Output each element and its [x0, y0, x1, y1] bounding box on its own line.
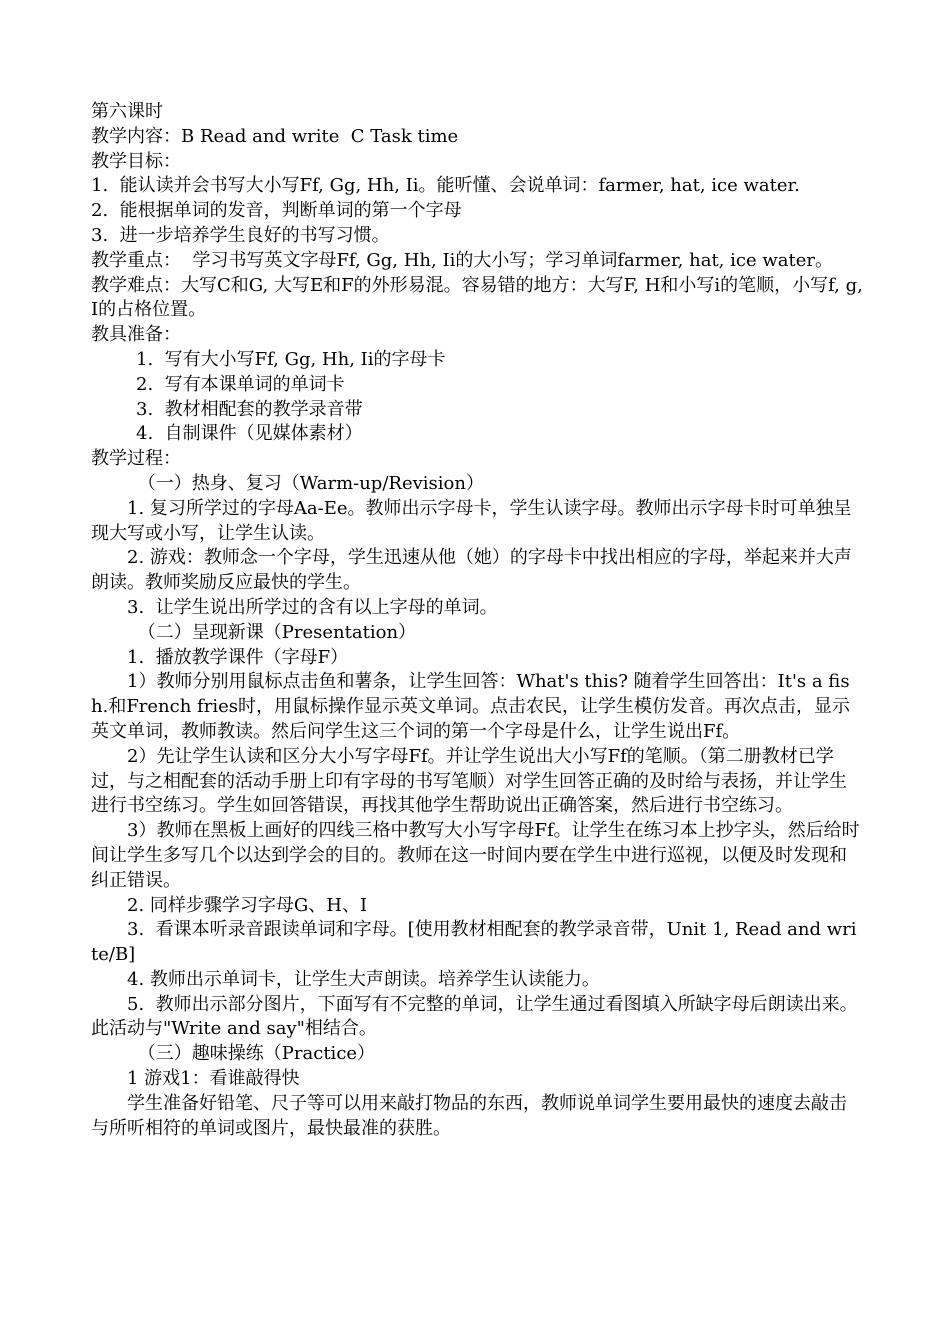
- presentation-paragraph: 3）教师在黑板上画好的四线三格中教写大小写字母Ff。让学生在练习本上抄字头，然后给时间让学生多写几个以达到学会的目的。教师在这一时间内要在学生中进行巡视，以便及时发现和纠正错误。: [91, 820, 860, 891]
- difficult-points: 教学难点：大写C和G, 大写E和F的外形易混。容易错的地方：大写F, H和小写i的笔顺，小写f, g, I的占格位置。: [91, 274, 869, 321]
- key-points: 教学重点： 学习书写英文字母Ff, Gg, Hh, Ii的大小写；学习单词farmer, hat, ice water。: [91, 249, 833, 271]
- presentation-item: 5. 教师出示部分图片，下面写有不完整的单词，让学生通过看图填入所缺字母后朗读出来。此活动与"Write and say"相结合。: [91, 993, 858, 1040]
- practice-heading: （三）趣味操练（Practice）: [137, 1043, 376, 1065]
- material-item: 3. 教材相配套的教学录音带: [136, 398, 363, 420]
- presentation-subheading: 1. 播放教学课件（字母F）: [127, 646, 349, 668]
- material-item: 1. 写有大小写Ff, Gg, Hh, Ii的字母卡: [136, 348, 446, 370]
- presentation-paragraph: 2）先让学生认读和区分大小写字母Ff。并让学生说出大小写Ff的笔顺。（第二册教材已学过，与之相配套的活动手册上印有字母的书写笔顺）对学生回答正确的及时给与表扬，并让学生进行书空练习。学生如回答错误，再找其他学生帮助说出正确答案，然后进行书空练习。: [91, 745, 847, 817]
- process-heading: 教学过程：: [91, 448, 181, 470]
- objective-item: 2. 能根据单词的发音，判断单词的第一个字母: [91, 200, 462, 222]
- material-item: 4. 自制课件（见媒体素材）: [136, 423, 363, 445]
- warmup-item: 1. 复习所学过的字母Aa-Ee。教师出示字母卡，学生认读字母。教师出示字母卡时可单独呈现大写或小写，让学生认读。: [91, 497, 852, 544]
- material-item: 2. 写有本课单词的单词卡: [136, 373, 345, 395]
- warmup-heading: （一）热身、复习（Warm-up/Revision）: [137, 472, 484, 494]
- warmup-item: 2. 游戏：教师念一个字母，学生迅速从他（她）的字母卡中找出相应的字母，举起来并大声朗读。教师奖励反应最快的学生。: [91, 547, 852, 594]
- practice-game-title: 1 游戏1：看谁敲得快: [127, 1068, 300, 1090]
- objective-item: 3. 进一步培养学生良好的书写习惯。: [91, 224, 390, 246]
- practice-game-text: 学生准备好铅笔、尺子等可以用来敲打物品的东西，教师说单词学生要用最快的速度去敲击与所听相符的单词或图片，最快最准的获胜。: [91, 1092, 847, 1139]
- presentation-item: 2. 同样步骤学习字母G、H、I: [127, 894, 368, 916]
- lesson-plan-document: [91, 100, 869, 1141]
- materials-heading: 教具准备：: [91, 324, 181, 346]
- presentation-paragraph: 1）教师分别用鼠标点击鱼和薯条，让学生回答：What's this? 随着学生回答出：It's a fish.和French fries时，用鼠标操作显示英文单词。点击农民，让学生模仿发音。再次点击，显示英文单词，教师教读。然后问学生这三个词的第一个字母是什么，让学生说出Ff。: [91, 671, 850, 742]
- teaching-content: 教学内容：B Read and write C Task time: [91, 125, 459, 147]
- presentation-item: 3. 看课本听录音跟读单词和字母。[使用教材相配套的教学录音带，Unit 1, Read and write/B]: [91, 919, 857, 966]
- lesson-title: 第六课时: [91, 101, 163, 122]
- presentation-item: 4. 教师出示单词卡，让学生大声朗读。培养学生认读能力。: [127, 968, 600, 990]
- objective-item: 1. 能认读并会书写大小写Ff, Gg, Hh, Ii。能听懂、会说单词：farmer, hat, ice water.: [91, 175, 800, 197]
- warmup-item: 3. 让学生说出所学过的含有以上字母的单词。: [127, 596, 498, 618]
- presentation-heading: （二）呈现新课（Presentation）: [137, 621, 417, 643]
- objectives-heading: 教学目标：: [91, 150, 181, 172]
